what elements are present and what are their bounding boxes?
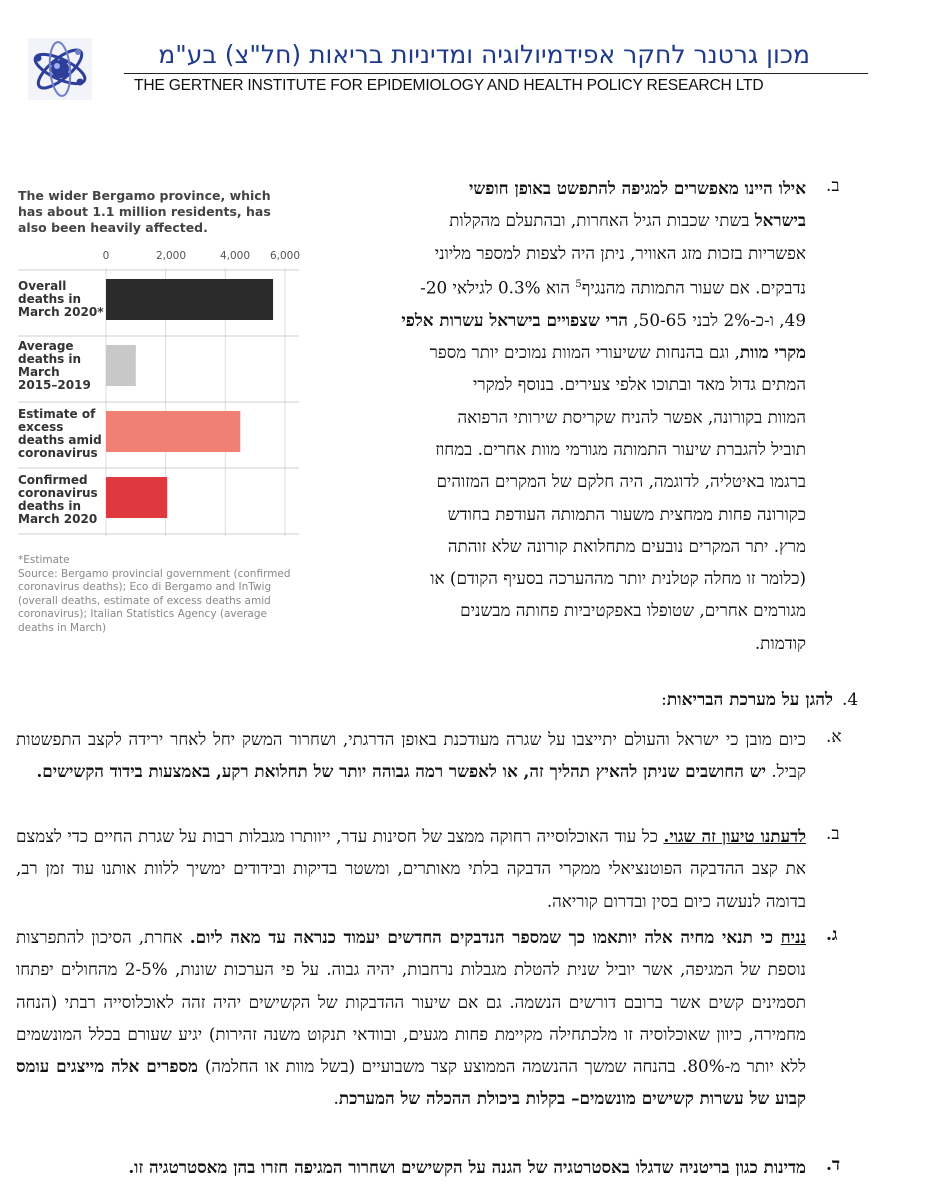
category-label-average: Average deaths in March 2015–2019 <box>18 339 91 392</box>
header-divider <box>124 73 868 74</box>
item-g-paragraph: נניח כי תנאי מחיה אלה יותאמו כך שמספר הנדבקים החדשים יעמוד כנראה עד מאה ליום. אחרת, הסיכון להתפרצות נוספת של המגיפה, אשר יוביל שנית להטלת מגבלות נרחבות, יהיה גבוה. על פי הערכות שונות, 2-5% מהחולים יפתחו תסמינים קשים אשר ברובם דורשים הנשמה. גם אם שיעור ההדבקות של הקשישים יהיה זהה לאוכלוסייה רבתי (הנחה מחמירה, כיוון שאוכלוסיה זו מלכתחילה מקיימת פחות מגעים, ובוודאי תנקוט משנה זהירות) יגיע שעורם בכלל המונשמים ללא יותר מ-80%. בהנחה שמשך ההנשמה הממוצע קצר משבועיים (בשל מוות או החלמה) מספרים אלה מייצגים עומס קבוע של עשרות קשישים מונשמים– בקלות ביכולת ההכלה של המערכת. <box>16 927 807 1109</box>
x-tick-label: 2,000 <box>155 250 187 262</box>
item-d-paragraph: מדינות כגון בריטניה שדגלו באסטרטגיה של הגנה על הקשישים ושחרור המגיפה חזרו בהן מאסטרטגיה זו. <box>128 1157 806 1177</box>
category-label-confirmed: Confirmed coronavirus deaths in March 2020 <box>18 473 98 526</box>
english-institute-title: THE GERTNER INSTITUTE FOR EPIDEMIOLOGY AND HEALTH POLICY RESEARCH LTD <box>134 77 764 94</box>
item-d-label: ד. <box>826 1155 841 1175</box>
category-label-excess: Estimate of excess deaths amid coronavirus <box>18 407 102 460</box>
chart-source-note <box>18 554 303 635</box>
x-tick-label: 4,000 <box>219 250 251 262</box>
item-g-label: ג. <box>826 925 838 945</box>
item-a-paragraph: כיום מובן כי ישראל והעולם יתייצבו על שגרה מעודכנת באופן הדרגתי, ושחרור המשק יחל לאחר ירידה לקצב התפשטות קביל. יש החושבים שניתן להאיץ תהליך זה, או לאפשר רמה גבוהה יותר של תחלואת רקע, באמצעות בידוד הקשישים. <box>16 729 806 782</box>
bergamo-deaths-chart <box>14 186 306 656</box>
x-tick-label: 0 <box>102 250 110 262</box>
item-b-label: ב. <box>826 824 840 844</box>
bar-confirmed <box>106 477 167 518</box>
chart-source: Source: Bergamo provincial government (confirmed coronavirus deaths); Eco di Bergamo and InTwig (overall deaths, estimate of excess deaths amid coronavirus); Italian Statistics Agency (average deaths in March) <box>18 567 291 634</box>
section-4-number: 4. <box>842 690 859 710</box>
bar-excess <box>106 411 240 452</box>
hebrew-institute-title: מכון גרטנר לחקר אפידמיולוגיה ומדיניות בריאות (חל"צ) בע"מ <box>158 40 810 69</box>
section-4-heading: להגן על מערכת הבריאות: <box>661 690 833 710</box>
item-a-label: א. <box>826 727 842 747</box>
item-b-paragraph: לדעתנו טיעון זה שגוי. כל עוד האוכלוסייה רחוקה ממצב של חסינות עדר, ייוותרו מגבלות רבות על שגרת החיים כדי לצמצם את קצב ההדבקה הפוטנציאלי ממקרי הדבקה בלתי מאותרים, ומשטר בדיקות ובידודים ימשיך ללוות אותנו עוד זמן רב, בדומה לנעשה כיום בסין ובדרום קוריאה. <box>16 826 806 911</box>
institute-logo <box>28 38 92 100</box>
category-label-overall: Overall deaths in March 2020* <box>18 279 104 319</box>
bar-overall <box>106 279 273 320</box>
x-tick-label: 6,000 <box>269 250 301 262</box>
chart-title: The wider Bergamo province, which has about 1.1 million residents, has also been heavily affected. <box>18 188 271 235</box>
section-b-paragraph: אילו היינו מאפשרים למגיפה להתפשט באופן חופשי בישראל בשתי שכבות הגיל האחרות, ובהתעלם מהקלות אפשריות בזכות מזג האוויר, ניתן היה לצפות למספר מליוני נדבקים. אם שעור התמותה מהנגיף$^5$ הוא 0.3% לגילאי 20- 49, ו-כ-2% לבני 50-65, הרי שצפויים בישראל עשרות אלפי מקרי מוות, וגם בהנחות ששיעורי המוות נמוכים יותר מספר המתים גדול מאד ובתוכו אלפי צעירים. בנוסף למקרי המוות בקורונה, אפשר להניח שקריסת שירותי הרפואה תוביל להגברת שיעור התמותה מגורמי מוות אחרים. במחוז ברגמו באיטליה, לדוגמה, היה חלקם של המקרים המזוהים כקורונה פחות ממחצית משעור התמותה העודפת בחודש מרץ. יתר המקרים נובעים מתחלואת קורונה שלא זוהתה (כלומר זו מחלה קטלנית יותר מההערכה בסעיף הקודם) או מגורמים אחרים, שטופלו באפקטיביות פחותה מבשנים קודמות. <box>401 178 806 653</box>
chart-footnote: *Estimate <box>18 554 70 566</box>
section-b-label: ב. <box>826 176 840 196</box>
